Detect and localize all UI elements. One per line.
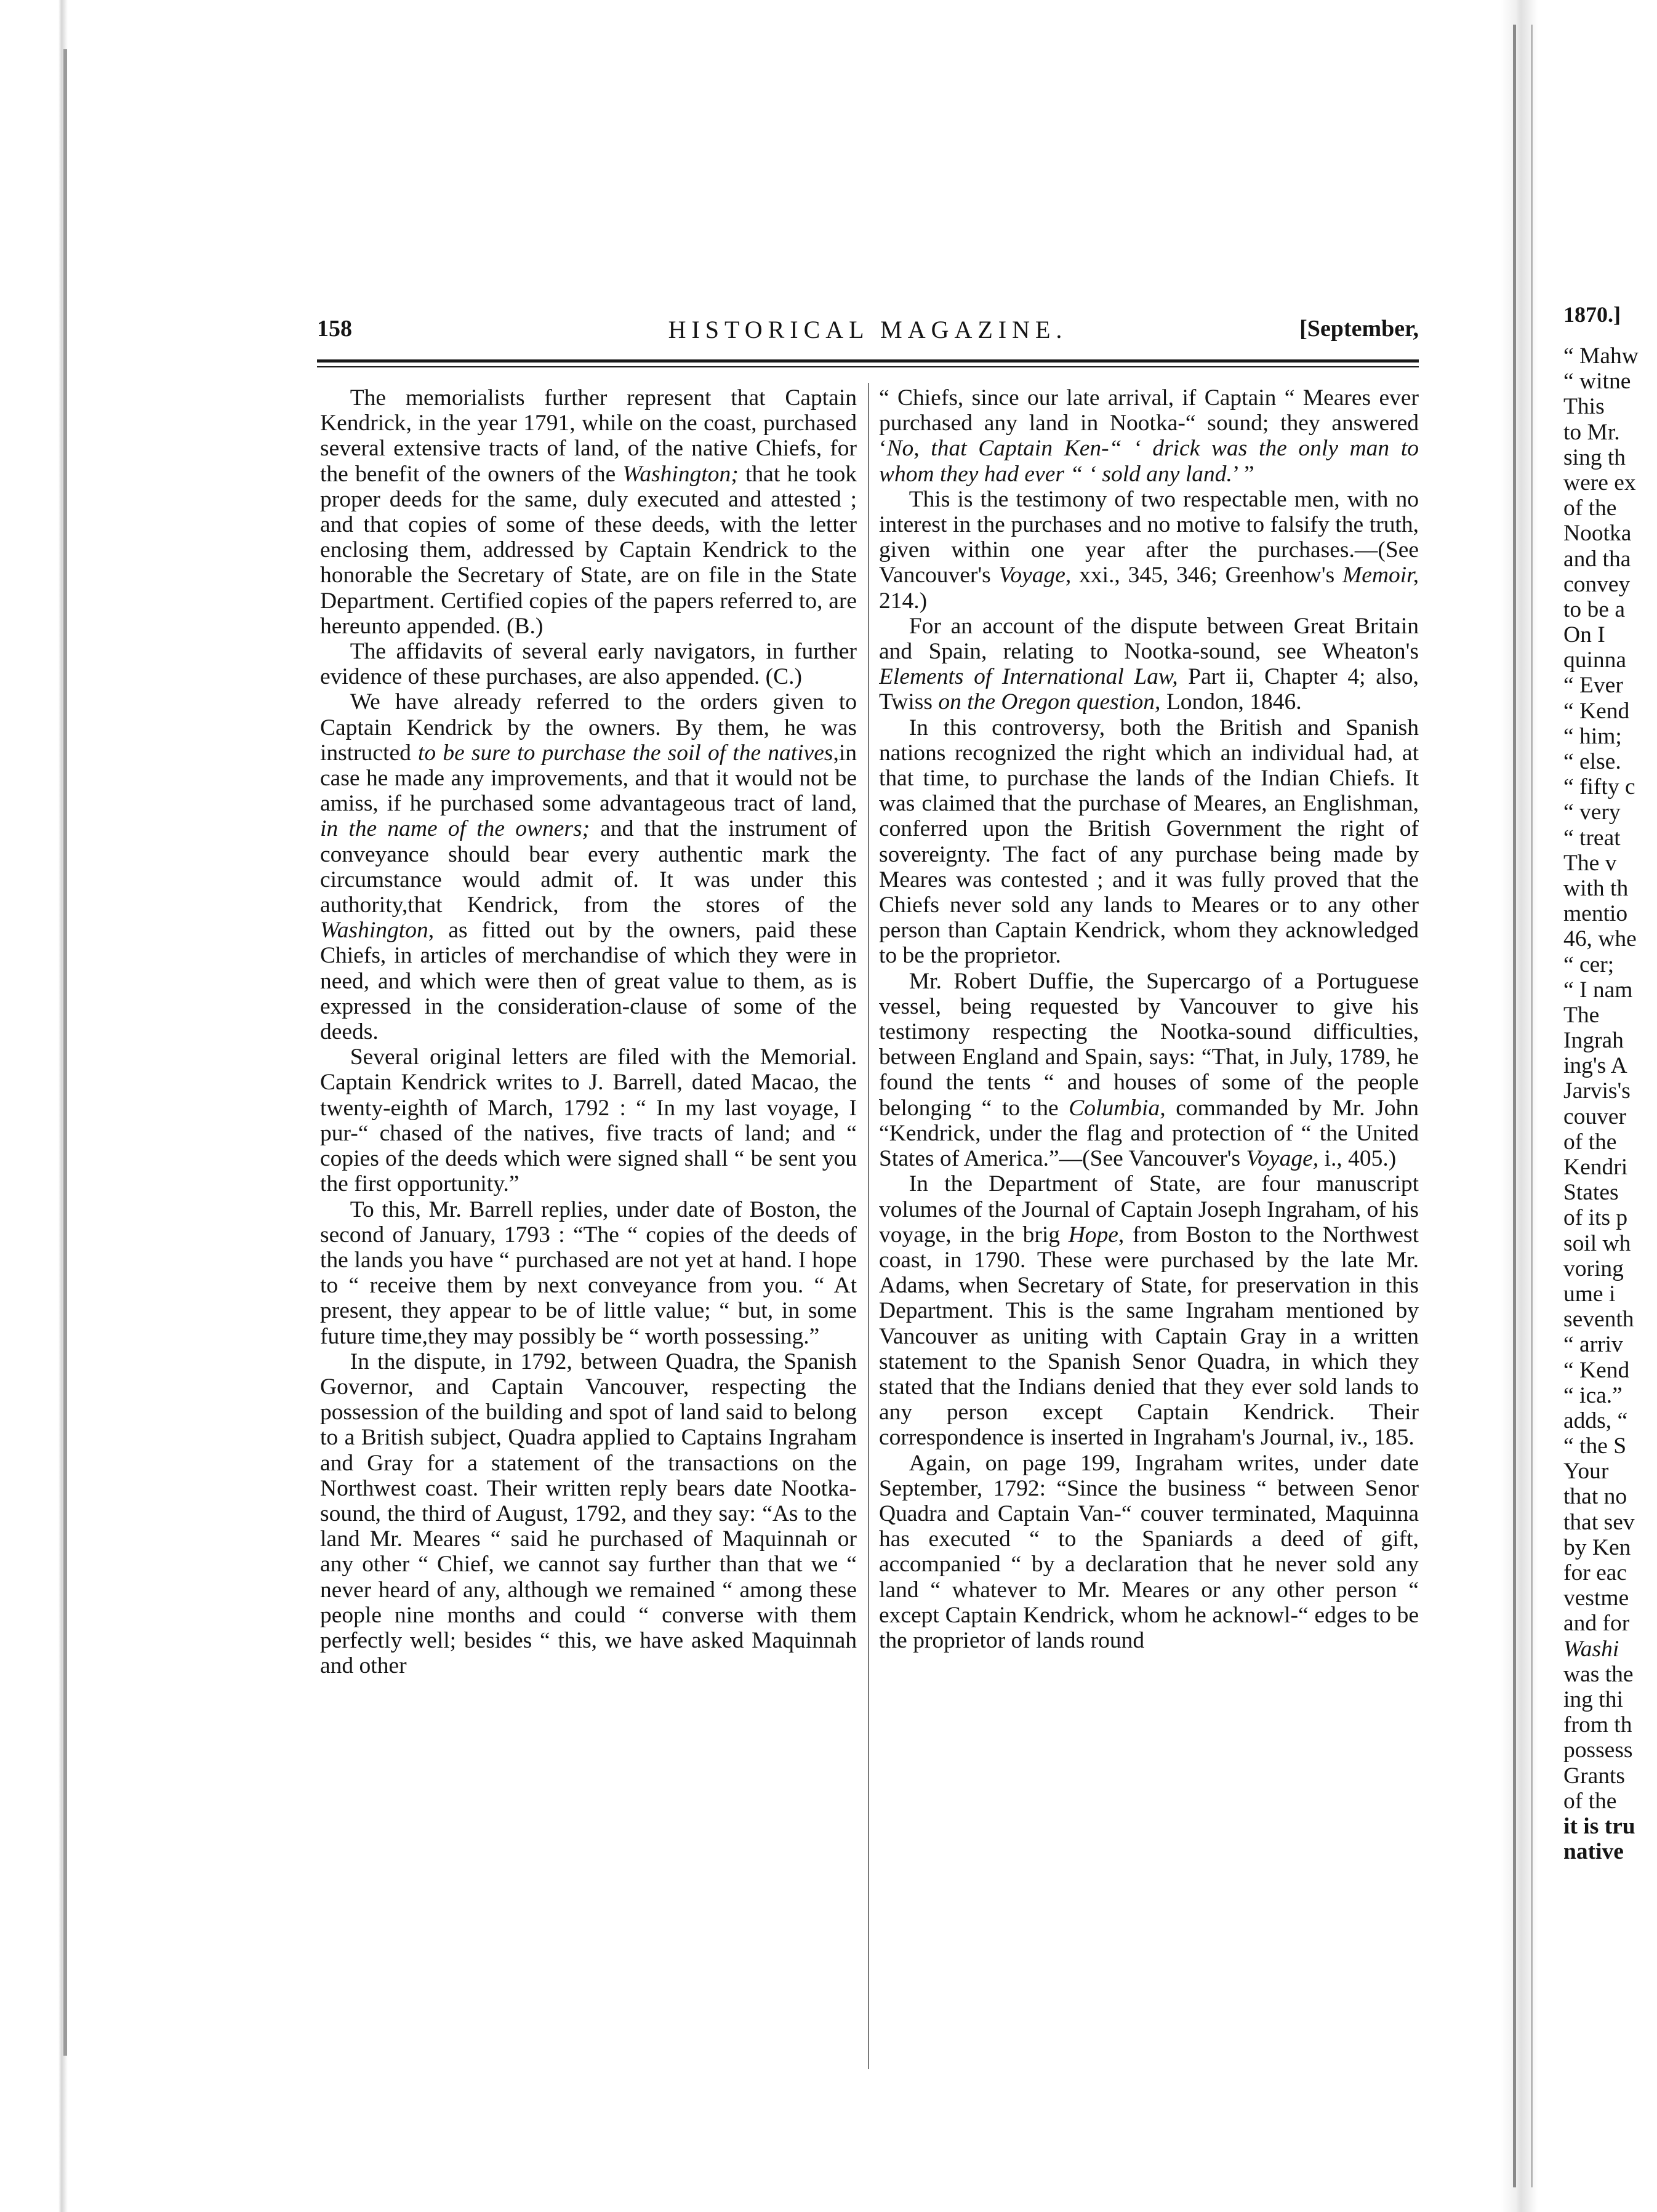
facing-page-lines	[1563, 343, 1657, 1864]
facing-page-line: “ Kend	[1563, 698, 1630, 724]
paragraph	[320, 1044, 857, 1196]
facing-page-line: for eac	[1563, 1560, 1627, 1585]
paragraph	[879, 1171, 1419, 1450]
facing-page-line: Your	[1563, 1459, 1609, 1485]
text-run: In the dispute, in 1792, between Quadra, the Spanish Governor, and Captain Vancouver, respecting the possession of the building and spot of land said to belong to a British subject, Quadra applied to Captains Ingraham and Gray for a statement of the transactions on the Northwest coast. Their written reply bears date Nootka-sound, the third of August, 1792, and they say: “As to the land Mr. Meares “ said he purchased of Maquinnah or any other “ Chief, we cannot say further than that we “ never heard of any, although we remained “ among these people nine months and could “ converse with them perfectly well; besides “ this, we have asked Maquinnah and other	[320, 1348, 857, 1679]
facing-page-line: Washi	[1563, 1636, 1619, 1662]
header-rule-thick	[317, 359, 1419, 363]
facing-page-line: couver	[1563, 1104, 1627, 1129]
facing-page-line: “ cer;	[1563, 952, 1615, 977]
facing-page-line: and for	[1563, 1611, 1630, 1637]
text-run: xxi., 345, 346; Greenhow's	[1071, 563, 1343, 588]
text-run: that he took proper deeds for the same, duly executed and attested ; and that copies of some of these deeds, with the letter enclosing them, addressed by Captain Kendrick to the honorable the Secretary of State, are on file in the State Department. Certified copies of the papers referred to, are hereunto appended. (B.)	[320, 461, 857, 639]
facing-page-line: “ the S	[1563, 1433, 1627, 1459]
left-text-column	[320, 385, 857, 2072]
facing-page-line: “ I nam	[1563, 977, 1633, 1003]
facing-page-line: of the	[1563, 1129, 1617, 1155]
facing-page-line: to Mr.	[1563, 419, 1620, 445]
text-run: 214.)	[879, 588, 928, 614]
facing-page-line: vestme	[1563, 1585, 1629, 1611]
facing-page-line: Ingrah	[1563, 1028, 1624, 1054]
text-run: The memorialists further represent that Captain Kendrick, in the year 1791, while on the coast, purchased several extensive tracts of land, of the native Chiefs, for the benefit of the owners of the	[320, 385, 857, 487]
facing-page-line: Kendri	[1563, 1155, 1628, 1180]
facing-page-line: This	[1563, 394, 1605, 420]
text-run: In the Department of State, are four manuscript volumes of the Journal of Captain Joseph Ingraham, of his voyage, in the brig	[879, 1171, 1419, 1248]
paragraph	[879, 385, 1419, 487]
facing-page-line: by Ken	[1563, 1534, 1631, 1560]
facing-page-line: Grants	[1563, 1763, 1625, 1789]
text-run: i., 405.)	[1318, 1146, 1397, 1172]
text-run: as fitted out by the owners, paid these Chiefs, in articles of merchandise of which they were in need, and which were then of great value to them, as is expressed in the consideration-clause of some of the deeds.	[320, 918, 857, 1045]
facing-page-line: of the	[1563, 495, 1617, 521]
book-gutter-line-secondary	[1531, 25, 1533, 2187]
facing-page-line: with th	[1563, 875, 1629, 901]
column-divider	[868, 383, 869, 2069]
facing-page-line: quinna	[1563, 647, 1627, 673]
facing-page-line: that no	[1563, 1484, 1627, 1510]
facing-page-line: mentio	[1563, 901, 1628, 927]
right-text-column	[879, 385, 1419, 2072]
italic-text: on the Oregon question,	[938, 689, 1161, 715]
facing-page-line: The v	[1563, 850, 1617, 876]
italic-text: Hope,	[1068, 1222, 1125, 1248]
paragraph	[320, 639, 857, 689]
header-rule-thin	[317, 366, 1419, 367]
facing-page-line: “ treat	[1563, 825, 1621, 851]
facing-page-line: “ fifty c	[1563, 774, 1635, 800]
text-run: “ Chiefs, since our late arrival, if Captain “ Meares ever purchased any land in Nootka-“ sound; they answered ‘	[879, 385, 1419, 462]
italic-text: Voyage,	[998, 563, 1072, 588]
facing-page-line: of its p	[1563, 1205, 1628, 1231]
facing-page-line: and tha	[1563, 546, 1631, 572]
paragraph	[320, 1349, 857, 1679]
facing-page-number: 1870.]	[1563, 302, 1621, 327]
facing-page-line: “ witne	[1563, 369, 1631, 395]
facing-page-line: “ very	[1563, 799, 1621, 825]
facing-page-line: States	[1563, 1180, 1619, 1206]
facing-page-line: convey	[1563, 571, 1631, 597]
facing-page-fragment	[1563, 302, 1657, 2111]
facing-page-line: possess	[1563, 1737, 1633, 1763]
facing-page-line: native	[1563, 1839, 1624, 1865]
italic-text: Elements of International Law,	[879, 664, 1178, 690]
italic-text: Columbia,	[1069, 1095, 1166, 1121]
facing-page-line: to be a	[1563, 596, 1625, 622]
facing-page-line: 46, whe	[1563, 926, 1637, 952]
italic-text: in the name of the owners;	[320, 816, 590, 842]
text-run: and that the instrument of conveyance should bear every authentic mark the circumstance would admit of. It was under this authority,that Kendrick, from the stores of the	[320, 816, 857, 918]
text-run: In this controversy, both the British and Spanish nations recognized the right which an individual had, at that time, to purchase the lands of the Indian Chiefs. It was claimed that the purchase of Meares, an Englishman, conferred upon the British Government the right of sovereignty. The fact of any purchase being made by Meares was contested ; and it was fully proved that the Chiefs never sold any lands to Meares or to any other person than Captain Kendrick, whom they acknowledged to be the proprietor.	[879, 715, 1419, 969]
facing-page-line: adds, “	[1563, 1408, 1628, 1433]
facing-page-line: were ex	[1563, 470, 1636, 495]
page-number: 158	[317, 316, 352, 342]
running-month: [September,	[1299, 316, 1419, 342]
facing-page-line: The	[1563, 1002, 1600, 1028]
paragraph	[879, 487, 1419, 614]
scan-edge-line	[63, 49, 67, 2056]
facing-page-line: Jarvis's	[1563, 1078, 1631, 1104]
facing-page-line: “ him;	[1563, 723, 1622, 749]
facing-page-line: sing th	[1563, 444, 1626, 470]
facing-page-line: from th	[1563, 1712, 1632, 1738]
paragraph	[879, 969, 1419, 1172]
facing-page-line: “ else.	[1563, 749, 1621, 774]
paragraph	[320, 1197, 857, 1349]
facing-page-line: ume i	[1563, 1281, 1616, 1307]
facing-page-line: Nootka	[1563, 521, 1632, 547]
facing-page-line: that sev	[1563, 1509, 1635, 1535]
facing-page-line: On I	[1563, 622, 1605, 648]
facing-page-line: “ Kend	[1563, 1357, 1630, 1383]
running-header	[317, 315, 1419, 352]
italic-text: to be sure to purchase the soil of the natives	[418, 740, 833, 766]
facing-page-line: “ arriv	[1563, 1332, 1623, 1358]
facing-page-line: voring	[1563, 1256, 1624, 1281]
italic-text: Voyage,	[1246, 1146, 1319, 1172]
paragraph	[320, 689, 857, 1044]
text-run: Again, on page 199, Ingraham writes, under date September, 1792: “Since the business “ between Senor Quadra and Captain Van-“ couver terminated, Maquinna has executed “ to the Spaniards a deed of gift, accompanied “ by a declaration that he never sold any land “ whatever to Mr. Meares or any other person “ except Captain Kendrick, whom he acknowl-“ edges to be the proprietor of lands round	[879, 1450, 1419, 1653]
facing-page-line: ing thi	[1563, 1686, 1623, 1712]
facing-page-line: was the	[1563, 1661, 1634, 1687]
facing-page-line: “ Mahw	[1563, 343, 1639, 369]
facing-page-line: it is tru	[1563, 1813, 1635, 1839]
text-run: ’ ”	[1232, 461, 1254, 487]
facing-page-line: of the	[1563, 1788, 1617, 1814]
text-run: commanded by Mr. John “Kendrick, under the flag and protection of “ the United States of America.”—(See Vancouver's	[879, 1095, 1419, 1172]
italic-text: No, that Captain Ken-“ ‘ drick was the only man to whom they had ever “ ‘ sold any land.	[879, 436, 1419, 487]
running-title: HISTORICAL MAGAZINE.	[668, 316, 1068, 343]
italic-text: Washington;	[622, 461, 739, 487]
paragraph	[879, 614, 1419, 715]
facing-page-line: seventh	[1563, 1307, 1634, 1332]
text-run: This is the testimony of two respectable men, with no interest in the purchases and no motive to falsify the truth, given within one year after the purchases.—(See Vancouver's	[879, 486, 1419, 588]
book-gutter-line	[1513, 25, 1516, 2187]
facing-page-line: soil wh	[1563, 1230, 1631, 1256]
text-run: For an account of the dispute between Great Britain and Spain, relating to Nootka-sound, see Wheaton's	[879, 613, 1419, 665]
paragraph	[879, 715, 1419, 969]
text-run: Several original letters are filed with the Memorial. Captain Kendrick writes to J. Barrell, dated Macao, the twenty-eighth of March, 1792 : “ In my last voyage, I pur-“ chased of the natives, five tracts of land; and “ copies of the deeds which were signed shall “ be sent you the first opportunity.”	[320, 1044, 857, 1197]
scan-left-edge	[0, 0, 68, 2212]
text-run: London, 1846.	[1160, 689, 1302, 715]
facing-page-line: ing's A	[1563, 1053, 1627, 1079]
text-run: Part ii, Chapter 4; also, Twiss	[879, 664, 1419, 715]
text-run: from Boston to the Northwest coast, in 1790. These were purchased by the late Mr. Adams, when Secretary of State, for preservation in this Department. This is the same Ingraham mentioned by Vancouver as uniting with Captain Gray in a written statement to the Spanish Senor Quadra, in which they stated that the Indians denied that they ever sold lands to any person except Captain Kendrick. Their correspondence is inserted in Ingraham's Journal, iv., 185.	[879, 1222, 1419, 1451]
facing-page-line: “ Ever	[1563, 673, 1623, 699]
text-run: We have already referred to the orders given to Captain Kendrick by the owners. By them, he was instructed	[320, 689, 857, 766]
italic-text: Washington,	[320, 918, 435, 944]
italic-text: Memoir,	[1342, 563, 1419, 588]
text-run: The affidavits of several early navigators, in further evidence of these purchases, are also appended. (C.)	[320, 639, 857, 690]
paragraph	[879, 1451, 1419, 1654]
paragraph	[320, 385, 857, 639]
text-run: ,in case he made any improvements, and that it would not be amiss, if he purchased some advantageous tract of land,	[320, 740, 857, 817]
facing-page-line: “ ica.”	[1563, 1382, 1623, 1408]
text-run: Mr. Robert Duffie, the Supercargo of a Portuguese vessel, being requested by Vancouver to give his testimony respecting the Nootka-sound difficulties, between England and Spain, says: “That, in July, 1789, he found the tents “ and houses of some of the people belonging “ to the	[879, 968, 1419, 1121]
text-run: To this, Mr. Barrell replies, under date of Boston, the second of January, 1793 : “The “ copies of the deeds of the lands you have “ purchased are not yet at hand. I hope to “ receive them by next conveyance from you. “ At present, they appear to be of little value; “ but, in some future time,they may possibly be “ worth possessing.”	[320, 1196, 857, 1349]
